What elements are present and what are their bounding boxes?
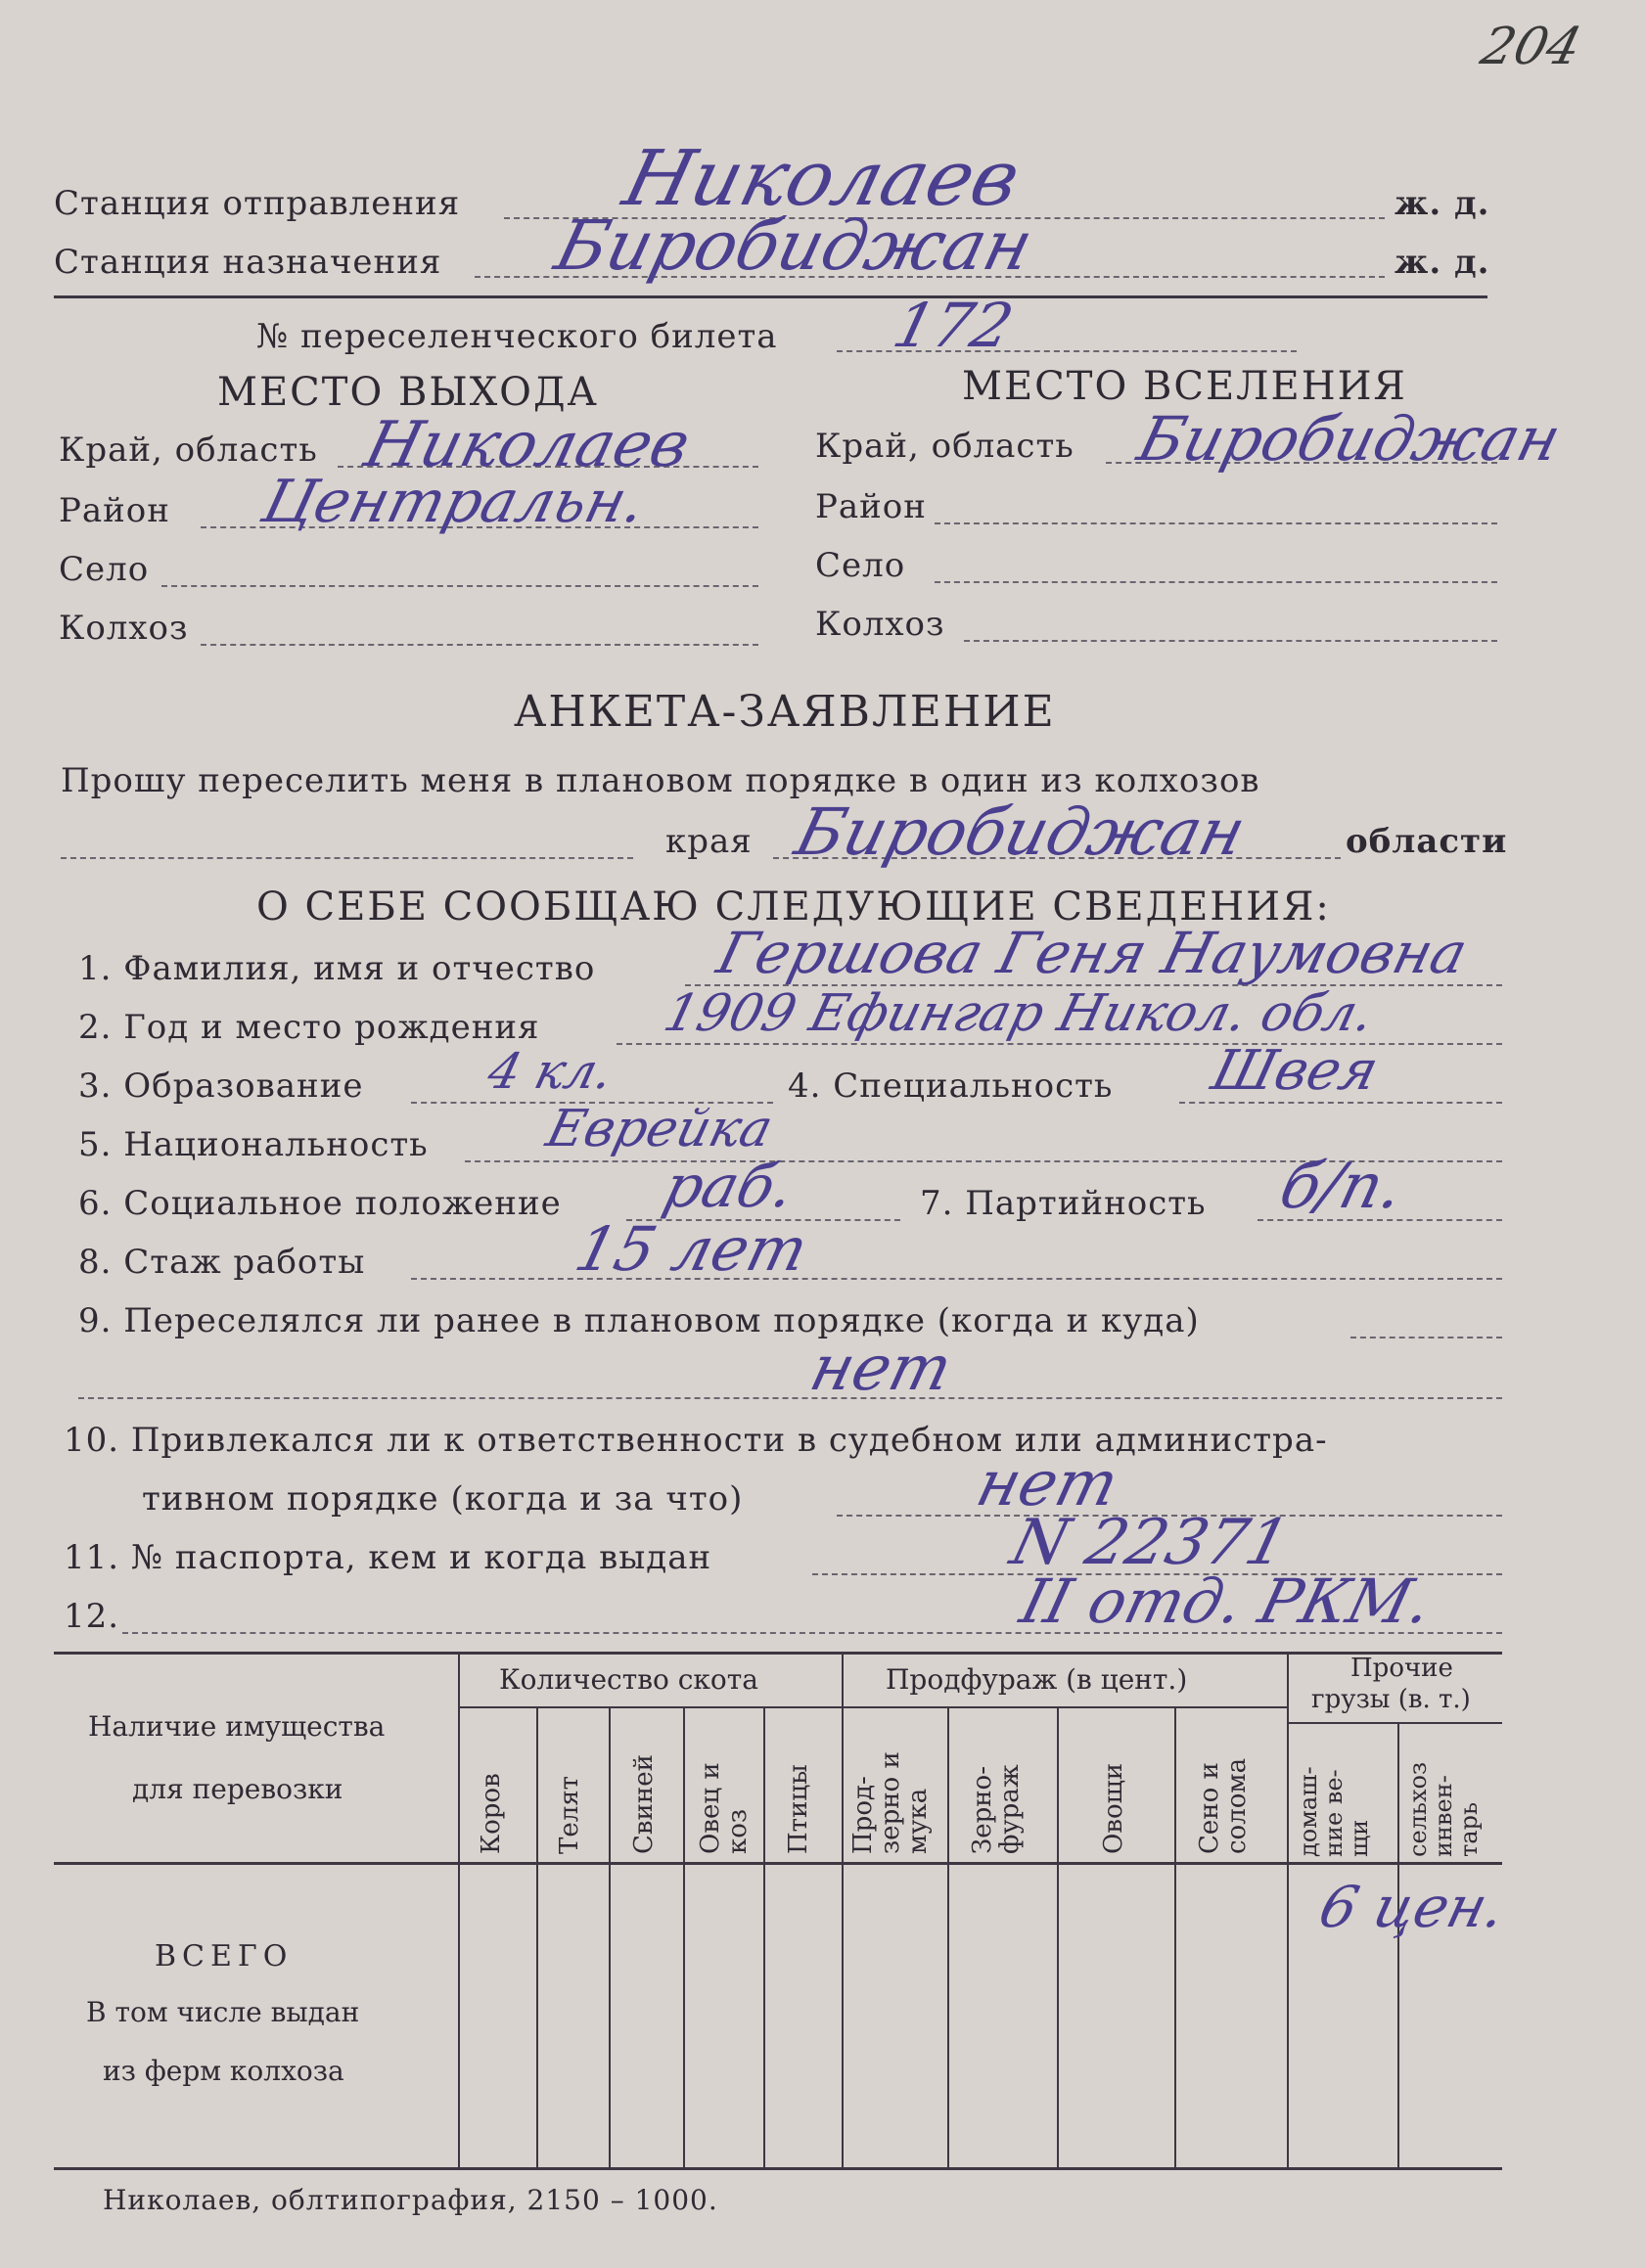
destination-kolkhoz-line	[964, 640, 1497, 642]
origin-region-label: Край, область	[59, 431, 318, 470]
ticket-number-label: № переселенческого билета	[256, 317, 778, 356]
field-8-value: 15 лет	[568, 1213, 815, 1285]
field-10-label-b: тивном порядке (когда и за что)	[142, 1479, 744, 1519]
field-7-label: 7. Партийность	[920, 1184, 1207, 1223]
form-title: АНКЕТА-ЗАЯВЛЕНИЕ	[514, 687, 1056, 737]
destination-kolkhoz-label: Колхоз	[815, 605, 945, 644]
field-11-label: 11. № паспорта, кем и когда выдан	[64, 1538, 712, 1577]
issued-label-b: из ферм колхоза	[103, 2055, 344, 2087]
destination-district-label: Район	[815, 487, 927, 526]
col-poultry: Птицы	[784, 1764, 813, 1854]
livestock-heading: Количество скота	[499, 1663, 758, 1696]
col-household-items: домаш- ние ве- щи	[1295, 1766, 1373, 1857]
col-farm-tools: сельхоз инвен- тарь	[1404, 1761, 1483, 1857]
field-2-label: 2. Год и место рождения	[78, 1008, 540, 1047]
archive-page-number: 204	[1475, 18, 1587, 76]
field-4-value: Швея	[1205, 1039, 1385, 1103]
col-cows: Коров	[477, 1773, 506, 1854]
property-row-label-a: Наличие имущества	[88, 1710, 386, 1743]
origin-kolkhoz-label: Колхоз	[59, 609, 189, 648]
other-heading-a: Прочие	[1350, 1654, 1453, 1683]
field-9-line-b	[78, 1397, 1502, 1399]
field-3-value: 4 кл.	[481, 1043, 619, 1100]
destination-district-line	[935, 522, 1497, 524]
field-10-value: нет	[969, 1448, 1125, 1520]
request-line: Прошу переселить меня в плановом порядке в один из колхозов	[61, 761, 1260, 800]
field-12-label: 12.	[64, 1597, 120, 1636]
origin-district-label: Район	[59, 491, 170, 530]
col-vegetables: Овощи	[1099, 1762, 1128, 1854]
field-6-value: раб.	[657, 1153, 801, 1221]
arrival-rail-abbrev: ж. д.	[1395, 243, 1490, 282]
arrival-station-label: Станция назначения	[54, 243, 442, 282]
fodder-heading: Продфураж (в цент.)	[886, 1663, 1188, 1696]
field-9-line-a	[1350, 1337, 1502, 1338]
departure-station-value: Николаев	[615, 135, 1029, 223]
origin-district-value: Центральн.	[255, 468, 653, 536]
departure-rail-abbrev: ж. д.	[1395, 184, 1490, 223]
total-label: ВСЕГО	[155, 1939, 294, 1973]
destination-region-value: Биробиджан	[1130, 403, 1568, 475]
col-hay-straw: Сено и солома	[1195, 1757, 1252, 1854]
col-food-grain: Прод- зерно и мука	[848, 1751, 933, 1854]
field-9-label: 9. Переселялся ли ранее в плановом порядке (когда и куда)	[78, 1301, 1200, 1340]
field-2-value: 1909 Ефингар Никол. обл.	[658, 984, 1380, 1043]
departure-station-label: Станция отправления	[54, 184, 461, 223]
field-9-value: нет	[802, 1333, 959, 1405]
field-10-label-a: 10. Привлекался ли к ответственности в судебном или администра-	[64, 1421, 1328, 1460]
field-1-value: Гершова Геня Наумовна	[710, 920, 1475, 986]
field-4-label: 4. Специальность	[788, 1066, 1114, 1106]
destination-village-label: Село	[815, 546, 906, 585]
origin-region-value: Николаев	[357, 409, 698, 481]
field-11-value: N 22371	[1003, 1507, 1297, 1579]
other-heading-b: грузы (в. т.)	[1311, 1685, 1471, 1714]
col-calves: Телят	[555, 1775, 584, 1854]
field-5-label: 5. Национальность	[78, 1125, 429, 1164]
field-12-value: II отд. РКМ.	[1013, 1565, 1440, 1637]
field-5-value: Еврейка	[540, 1100, 779, 1158]
destination-heading: МЕСТО ВСЕЛЕНИЯ	[962, 364, 1407, 409]
destination-village-line	[935, 581, 1497, 583]
oblasti-label: области	[1346, 822, 1508, 861]
col-pigs: Свиней	[629, 1754, 659, 1854]
origin-kolkhoz-line	[201, 644, 758, 646]
col-sheep-goats: Овец и коз	[696, 1762, 753, 1854]
arrival-station-value: Биробиджан	[547, 205, 1041, 286]
field-8-label: 8. Стаж работы	[78, 1243, 366, 1282]
origin-village-label: Село	[59, 550, 150, 589]
kraya-value: Биробиджан	[788, 794, 1254, 870]
origin-village-line	[161, 585, 758, 587]
ticket-number-value: 172	[886, 290, 1021, 361]
field-3-label: 3. Образование	[78, 1066, 364, 1106]
info-heading: О СЕБЕ СООБЩАЮ СЛЕДУЮЩИЕ СВЕДЕНИЯ:	[256, 885, 1331, 930]
origin-heading: МЕСТО ВЫХОДА	[217, 370, 599, 415]
field-1-label: 1. Фамилия, имя и отчество	[78, 949, 596, 988]
field-6-label: 6. Социальное положение	[78, 1184, 562, 1223]
kraya-blank-line	[61, 857, 633, 859]
field-7-value: б/п.	[1272, 1151, 1411, 1223]
destination-region-label: Край, область	[815, 427, 1074, 466]
household-items-value: 6 цен.	[1312, 1874, 1513, 1940]
printer-line: Николаев, облтипография, 2150 – 1000.	[103, 2184, 718, 2216]
property-row-label-b: для перевозки	[132, 1773, 343, 1805]
header-divider	[54, 295, 1487, 298]
issued-label-a: В том числе выдан	[86, 1996, 360, 2028]
kraya-label: края	[665, 822, 753, 861]
col-feed-grain: Зерно- фураж	[968, 1764, 1025, 1854]
